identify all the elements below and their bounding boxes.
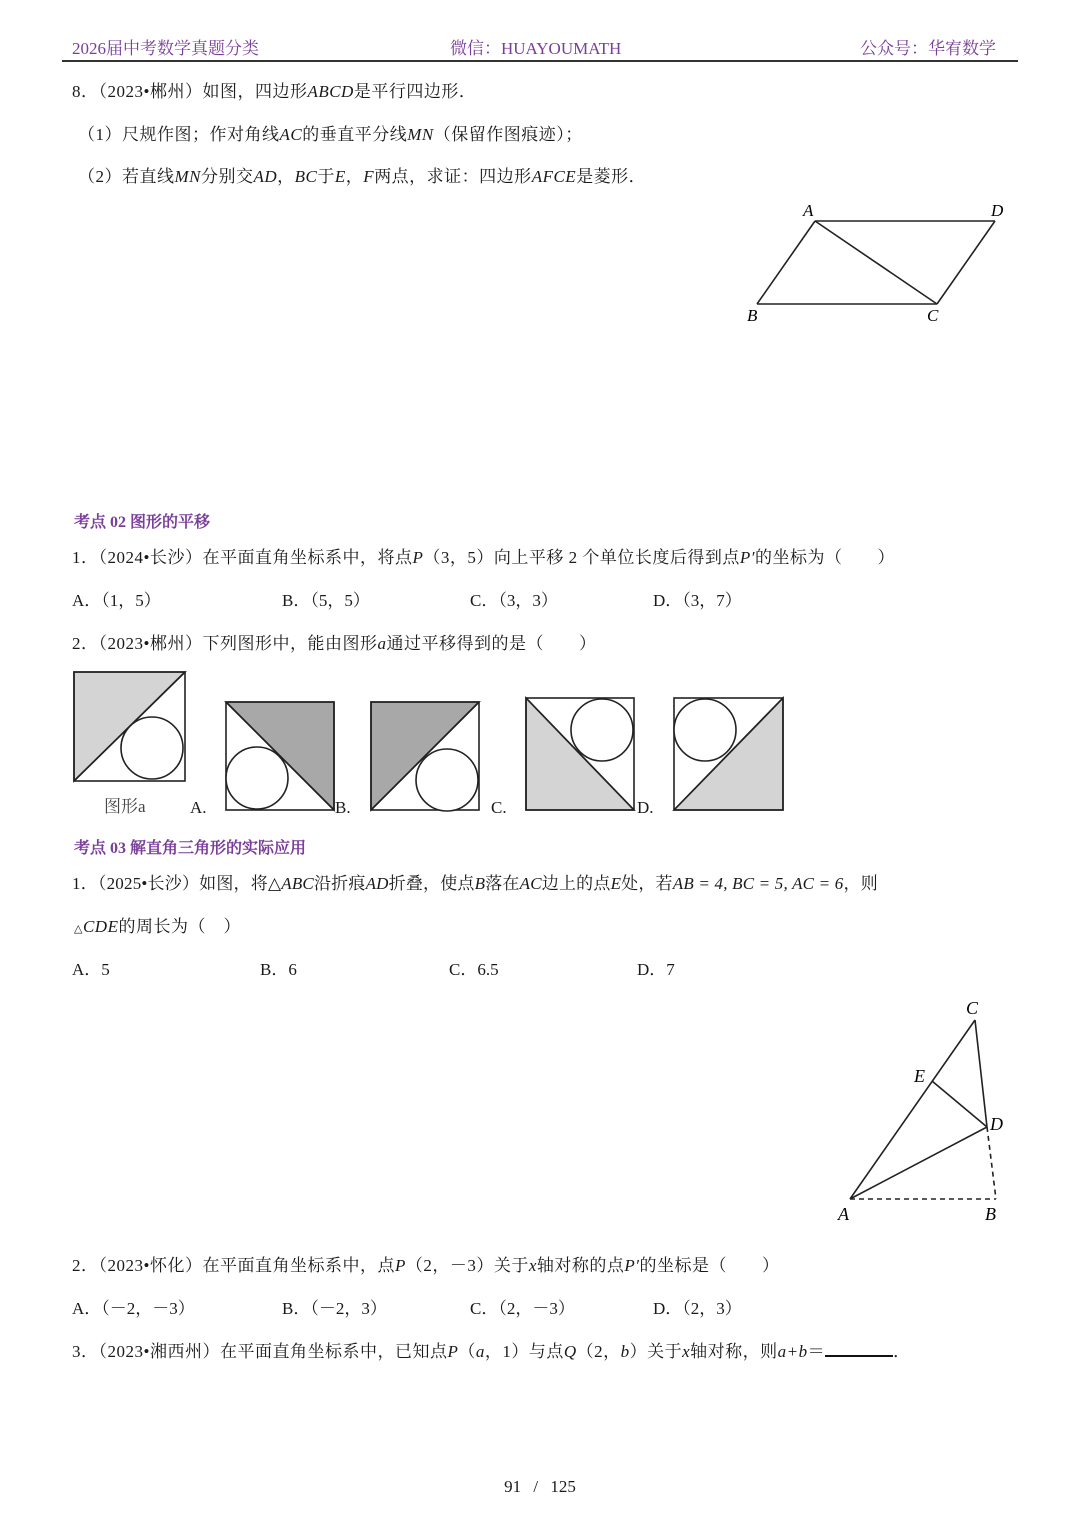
s03-q2-option-a: A．（－2，－3） — [72, 1299, 195, 1318]
option-c-label: C. — [491, 798, 507, 817]
label-E: E — [914, 1066, 925, 1086]
header-account: 公众号：华宥数学 — [860, 39, 996, 58]
s03-q1-option-c: C．6.5 — [449, 960, 499, 979]
s03-q2-stem: 2．（2023•怀化）在平面直角坐标系中，点P（2，－3）关于x轴对称的点P′的坐标是（ ） — [72, 1256, 780, 1275]
label-B: B — [985, 1204, 996, 1224]
label-B: B — [747, 306, 758, 325]
label-D: D — [990, 1114, 1003, 1134]
s03-q1-option-d: D．7 — [637, 960, 675, 979]
label-A: A — [803, 201, 814, 220]
label-C: C — [927, 306, 939, 325]
section-02-title: 考点 02 图形的平移 — [74, 514, 211, 531]
s02-q1-option-a: A．（1，5） — [72, 591, 161, 610]
s03-q2-option-d: D．（2，3） — [653, 1299, 742, 1318]
s03-q1-option-b: B．6 — [260, 960, 297, 979]
header-title: 2026届中考数学真题分类 — [72, 39, 259, 58]
s03-q1-option-a: A．5 — [72, 960, 110, 979]
s03-q1-line2: △CDE的周长为（ ） — [74, 917, 241, 936]
header-wechat: 微信：HUAYOUMATH — [450, 39, 622, 58]
label-C: C — [966, 998, 979, 1018]
s02-q1-option-d: D．（3，7） — [653, 591, 742, 610]
page-header — [62, 30, 1018, 62]
s03-q1-stem: 1．（2025•长沙）如图，将△ABC沿折痕AD折叠，使点B落在AC边上的点E处，若AB = 4, BC = 5, AC = 6，则 — [72, 874, 878, 893]
s02-q1-option-b: B．（5，5） — [282, 591, 370, 610]
s02-q1-option-c: C．（3，3） — [470, 591, 558, 610]
s03-q2-option-b: B．（－2，3） — [282, 1299, 387, 1318]
figure-a-caption: 图形a — [104, 797, 146, 816]
fold-triangle-figure — [830, 990, 1020, 1225]
page-number: 91 / 125 — [504, 1477, 576, 1496]
q8-part2: （2）若直线MN分别交AD，BC于E，F两点，求证：四边形AFCE是菱形． — [78, 167, 647, 186]
parallelogram-figure — [730, 195, 1020, 330]
s02-q1-stem: 1．（2024•长沙）在平面直角坐标系中，将点P（3，5）向上平移 2 个单位长度后得到点P′的坐标为（ ） — [72, 548, 895, 567]
q8-part1: （1）尺规作图；作对角线AC的垂直平分线MN（保留作图痕迹）； — [78, 125, 583, 144]
s02-q2-stem: 2．（2023•郴州）下列图形中，能由图形a通过平移得到的是（ ） — [72, 634, 597, 653]
s03-q2-option-c: C．（2，－3） — [470, 1299, 575, 1318]
answer-blank[interactable] — [825, 1341, 893, 1357]
option-b-label: B. — [335, 798, 351, 817]
label-A: A — [838, 1204, 849, 1224]
option-a-label: A. — [190, 798, 207, 817]
s03-q3-stem: 3．（2023•湘西州）在平面直角坐标系中，已知点P（a，1）与点Q（2，b）关于x轴对称，则a+b＝ ． — [72, 1342, 911, 1361]
label-D: D — [991, 201, 1004, 220]
translation-figures — [60, 660, 800, 825]
q8-stem: 8．（2023•郴州）如图，四边形ABCD是平行四边形． — [72, 82, 477, 101]
option-d-label: D. — [637, 798, 654, 817]
section-03-title: 考点 03 解直角三角形的实际应用 — [74, 840, 307, 857]
